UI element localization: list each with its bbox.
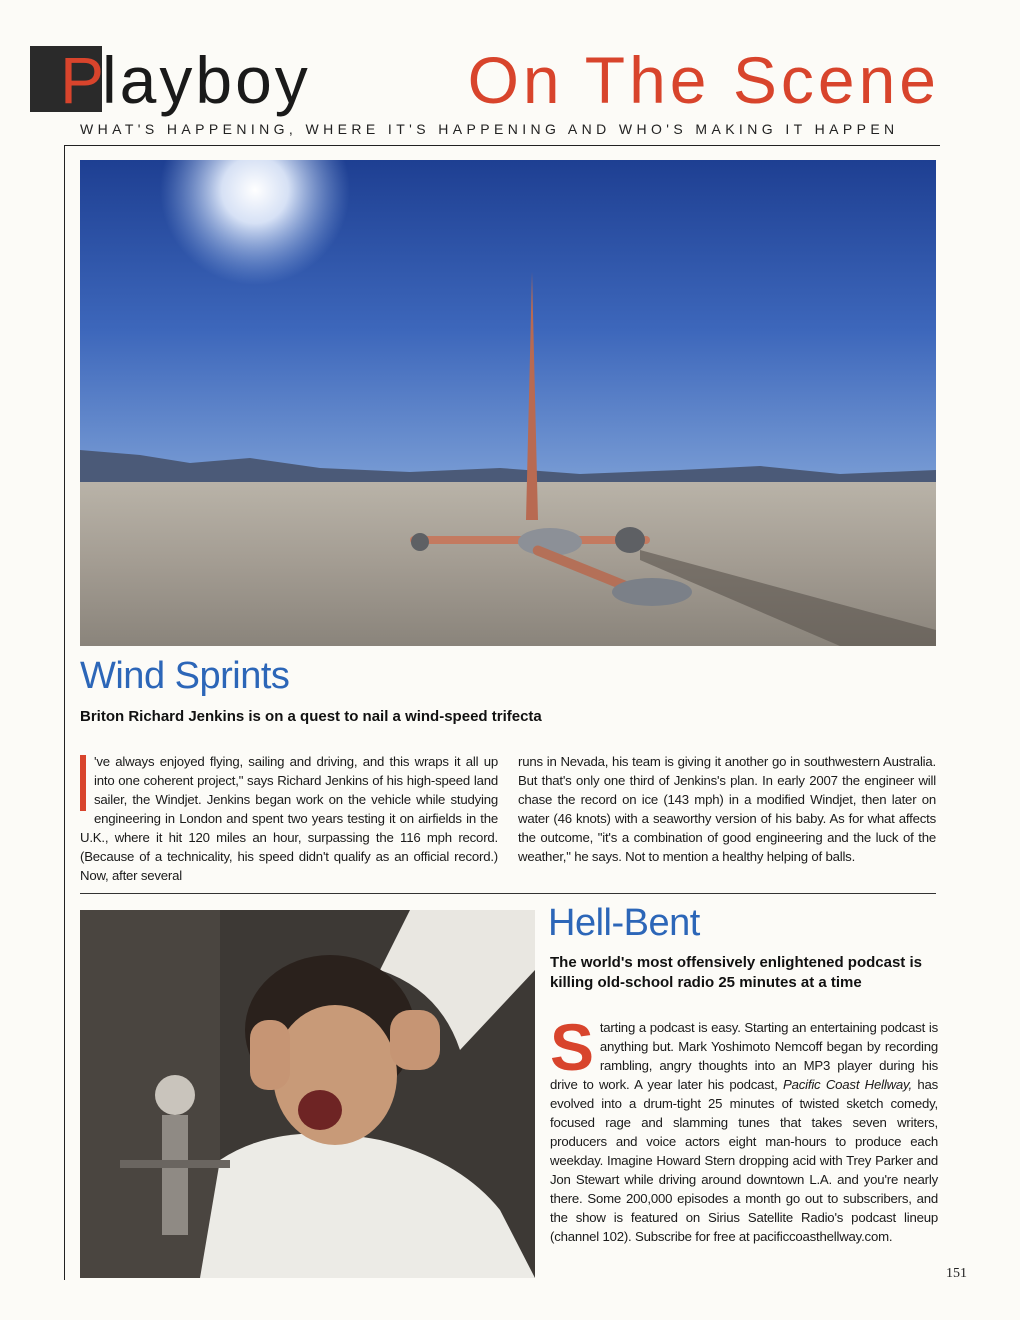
wind-sprints-deck: Briton Richard Jenkins is on a quest to nail a wind-speed trifecta [80, 708, 542, 725]
top-rule [64, 145, 940, 146]
section-divider [80, 893, 936, 894]
masthead-p-letter: P [60, 43, 105, 117]
masthead [30, 40, 940, 120]
hell-bent-column [550, 1010, 938, 1246]
hell-bent-headline: Hell-Bent [548, 902, 700, 944]
dropcap-s: S [550, 1010, 594, 1084]
hell-bent-body-a: tarting a podcast is easy. Starting an entertaining podcast is anything but. Mark Yoshimoto Nemcoff began by recording rambling, angry thoughts into an MP3 player during his drive to work. A year later his podcast, [550, 1020, 938, 1092]
masthead-tagline: WHAT'S HAPPENING, WHERE IT'S HAPPENING AND WHO'S MAKING IT HAPPEN [80, 121, 899, 137]
wind-sprints-column-1 [80, 752, 498, 885]
dropcap-i-bar [80, 755, 86, 811]
wind-sprints-column-2: runs in Nevada, his team is giving it another go in southwestern Australia. But that's only one third of Jenkins's plan. In early 2007 the engineer will chase the record on ice (143 mph) in a modified Windjet, then later on water (46 knots) with a seaworthy version of his baby. As for what affects the outcome, "it's a combination of good engineering and the luck of the weather," he says. Not to mention a healthy helping of balls. [518, 754, 936, 864]
podcaster-photo [80, 910, 535, 1278]
page-number: 151 [946, 1266, 967, 1281]
windjet-photo [80, 160, 936, 646]
left-rule [64, 145, 65, 1280]
wind-sprints-col1-text: 've always enjoyed flying, sailing and driving, and this wraps it all up into one coherent project," says Richard Jenkins of his high-speed land sailer, the Windjet. Jenkins began work on the vehicle while studying engineering in London and spent two years testing it on airfields in the U.K., where it hit 120 miles an hour, surpassing the 116 mph record. (Because of a technicality, his speed didn't qualify as an official record.) Now, after several [80, 754, 498, 883]
hell-bent-deck: The world's most offensively enlightened podcast is killing old-school radio 25 minutes at a time [550, 954, 922, 991]
podcast-title-italic: Pacific Coast Hellway, [783, 1077, 912, 1092]
wind-sprints-headline: Wind Sprints [80, 655, 290, 697]
masthead-title-scene: On The Scene [467, 43, 940, 117]
hell-bent-body-b: has evolved into a drum-tight 25 minutes of twisted sketch comedy, focused rage and slamming tunes that takes seven writers, producers and voice actors eight man-hours to produce each weekday. Imagine Howard Stern dropping acid with Trey Parker and Jon Stewart while driving around downtown L.A. and you're nearly there. Some 200,000 episodes a month go out to subscribers, and the show is featured on Sirius Satellite Radio's podcast lineup (channel 102). Subscribe for free at pacificcoasthellway.com. [550, 1077, 938, 1244]
masthead-title: layboy [102, 43, 311, 117]
